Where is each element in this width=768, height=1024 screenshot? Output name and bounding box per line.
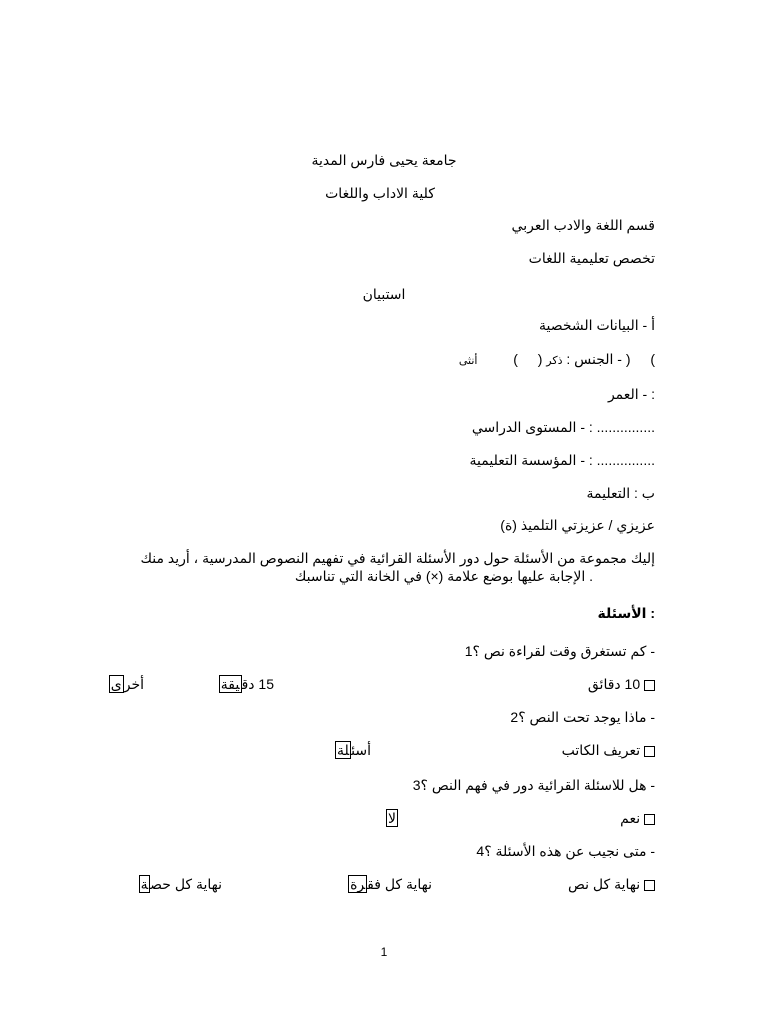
- checkbox-icon[interactable]: [644, 880, 655, 891]
- option-box[interactable]: لة: [337, 742, 350, 758]
- option-box[interactable]: لا: [388, 810, 396, 826]
- instruction-line-1: إليك مجموعة من الأسئلة حول دور الأسئلة القرائية في تفهيم النصوص المدرسية ، أريد منك: [140, 550, 655, 566]
- option-label: نهاية كل حص: [150, 876, 222, 892]
- q4-option-end-of-session[interactable]: [139, 875, 222, 893]
- university-name: جامعة يحيى فارس المدية: [311, 152, 457, 168]
- institution-field: ............... : - المؤسسة التعليمية: [469, 452, 655, 468]
- q4-option-end-of-paragraph[interactable]: [348, 875, 432, 893]
- question-3: - هل للاسئلة القرائية دور في فهم النص ؟3: [412, 777, 655, 793]
- gender-row: [459, 350, 655, 370]
- q3-option-no[interactable]: [386, 809, 398, 827]
- checkbox-icon[interactable]: [644, 814, 655, 825]
- option-box[interactable]: ة: [140, 876, 149, 892]
- gender-label: - الجنس :: [566, 351, 622, 367]
- page-number: 1: [380, 945, 388, 959]
- option-label: أخر: [123, 676, 144, 692]
- male-close-paren: ): [513, 351, 518, 367]
- question-1: - كم تستغرق وقت لقراءة نص ؟1: [464, 643, 655, 659]
- option-label: تعريف الكاتب: [561, 742, 641, 758]
- q1-option-10min[interactable]: [588, 675, 655, 693]
- question-2: - ماذا يوجد تحت النص ؟2: [510, 709, 655, 725]
- q3-option-yes[interactable]: [620, 809, 655, 827]
- option-label: نهاية كل نص: [567, 876, 641, 892]
- specialization: تخصص تعليمية اللغات: [528, 250, 655, 266]
- question-4: - متى نجيب عن هذه الأسئلة ؟4: [476, 843, 655, 859]
- option-label: نعم: [620, 810, 641, 826]
- option-label: نهاية كل فق: [367, 876, 432, 892]
- option-label: 15 دق: [241, 676, 274, 692]
- option-box[interactable]: ى: [110, 676, 122, 692]
- greeting: عزيزي / عزيزتي التلميذ (ة): [500, 517, 655, 533]
- male-option: ذكر: [546, 355, 563, 367]
- checkbox-icon[interactable]: [644, 746, 655, 757]
- option-box[interactable]: يقة: [220, 676, 240, 692]
- faculty-name: كلية الاداب واللغات: [325, 185, 435, 201]
- study-level-field: ............... : - المستوى الدراسي: [471, 419, 655, 435]
- option-label: 10 دقائق: [587, 676, 641, 692]
- q1-option-other[interactable]: [109, 675, 144, 693]
- option-box[interactable]: رة: [350, 876, 366, 892]
- q4-option-end-of-text[interactable]: [568, 875, 655, 893]
- instruction-line-2: . الإجابة عليها بوضع علامة (×) في الخانة التي تناسبك: [294, 568, 593, 584]
- gender-close-paren: ): [650, 351, 655, 367]
- male-open-paren: (: [537, 351, 543, 367]
- checkbox-icon[interactable]: [644, 680, 655, 691]
- document-title: استبيان: [362, 286, 406, 302]
- option-label: أسئ: [351, 742, 371, 758]
- questions-title: : الأسئلة: [597, 605, 655, 621]
- age-field: : - العمر: [607, 386, 655, 402]
- department-name: قسم اللغة والادب العربي: [511, 217, 655, 233]
- section-b-title: ب : التعليمة: [586, 485, 655, 501]
- gender-open-paren: (: [625, 351, 631, 367]
- q2-option-author[interactable]: [562, 741, 655, 759]
- q2-option-questions[interactable]: [335, 741, 371, 759]
- q1-option-15min[interactable]: [219, 675, 274, 693]
- section-a-title: أ - البيانات الشخصية: [539, 317, 655, 333]
- female-option: أنثى: [458, 355, 478, 367]
